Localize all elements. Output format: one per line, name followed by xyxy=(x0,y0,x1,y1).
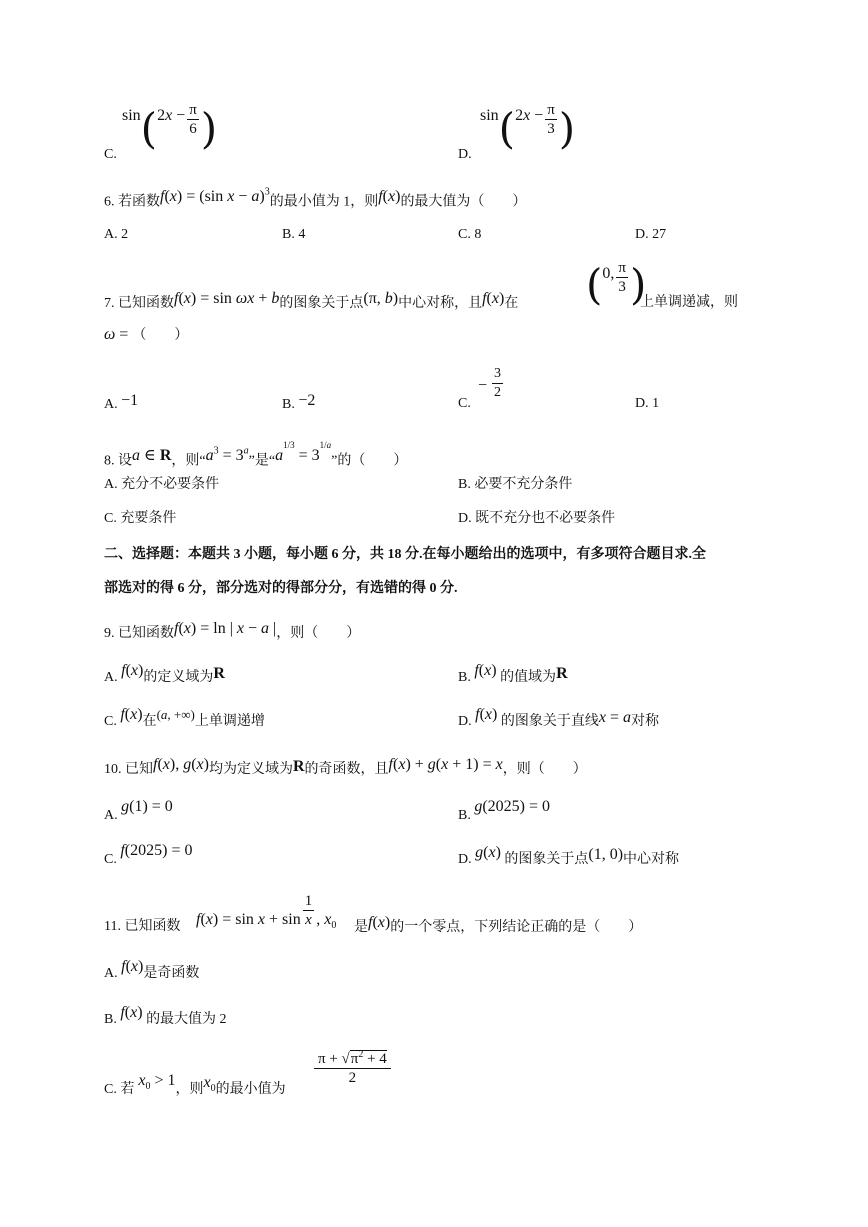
section2-heading-line2: 部选对的得 6 分，部分选对的得部分分，有选错的得 0 分. xyxy=(104,581,458,596)
q10-option-c: C. f(2025) = 0 xyxy=(104,842,193,867)
q7-option-a: A. −1 xyxy=(104,392,139,412)
q11-option-a: A. f(x)是奇函数 xyxy=(104,958,200,981)
q9-option-a: A. f(x)的定义域为R xyxy=(104,662,225,685)
q7-option-d: D. 1 xyxy=(635,396,660,411)
q11-option-c-value: $\frac{\pi + √\pi^2 + 4}{2}$ xyxy=(312,1046,393,1087)
q9-option-b: B. f(x) 的值域为R xyxy=(458,662,568,685)
q5-option-d-label: D. xyxy=(458,147,472,162)
q10-stem: 10. 已知f(x), g(x)均为定义域为R的奇函数，且f(x) + g(x + 1) = x，则（ ） xyxy=(104,756,587,777)
q6-option-d: D. 27 xyxy=(635,227,667,242)
q8-option-c: C. 充要条件 xyxy=(104,511,177,526)
q10-option-a: A. g(1) = 0 xyxy=(104,798,173,823)
q11-stem: 11. 已知函数 xyxy=(104,919,181,934)
q6-option-c: C. 8 xyxy=(458,227,482,242)
q11-option-b: B. f(x) 的最大值为 2 xyxy=(104,1004,227,1027)
q10-option-b: B. g(2025) = 0 xyxy=(458,798,551,823)
q7-stem-tail: 上单调递减，则 xyxy=(640,295,738,310)
q6-option-b: B. 4 xyxy=(282,227,306,242)
q7-interval: (0, $\frac{\pi}{3}$ ) xyxy=(586,259,647,309)
q9-stem: 9. 已知函数f(x) = ln | x − a |，则（ ） xyxy=(104,620,361,641)
q5-option-d: sin(2x − $\frac{\pi}{3}$ ) D. xyxy=(458,101,576,162)
q6-stem: 6. 若函数f(x) = (sin x − a)$^3$的最小值为 1，则f(x)的最大值为（ ） xyxy=(104,187,527,210)
q7-option-b: B. −2 xyxy=(282,392,316,412)
q11-option-c: C. 若 $x_0 > 1$，则$x_0$的最小值为 xyxy=(104,1072,286,1097)
q9-option-c: C. f(x)在(a, +∞)上单调递增 xyxy=(104,706,265,729)
q9-option-d: D. f(x) 的图象关于直线x = a对称 xyxy=(458,706,659,729)
q8-option-b: B. 必要不充分条件 xyxy=(458,477,573,492)
q5-option-c-label: C. xyxy=(104,147,117,162)
q11-formula: f(x) = sin x + sin $\frac{1}{x}$ , $x_0$ xyxy=(196,893,337,931)
q7-stem: 7. 已知函数f(x) = sin ωx + b的图象关于点(π, b)中心对称，且f(x)在 xyxy=(104,290,519,311)
q8-option-d: D. 既不充分也不必要条件 xyxy=(458,511,616,526)
q8-stem: 8. 设a ∈ R，则“$a^3 = 3^a$”是“$a^{1/3} = 3^{1/a}$”的（ ） xyxy=(104,440,408,469)
section2-heading-line1: 二、选择题：本题共 3 小题，每小题 6 分，共 18 分.在每小题给出的选项中，有多项符合题目求.全 xyxy=(104,547,706,562)
q11-stem-tail: 是f(x)的一个零点，下列结论正确的是（ ） xyxy=(354,914,643,935)
q5-option-c: sin(2x − $\frac{\pi}{6}$ ) C. xyxy=(104,101,218,162)
q8-option-a: A. 充分不必要条件 xyxy=(104,477,220,492)
q6-option-a: A. 2 xyxy=(104,227,129,242)
q7-stem-line2: ω = （ ） xyxy=(104,326,189,343)
q10-option-d: D. g(x) 的图象关于点(1, 0)中心对称 xyxy=(458,844,680,867)
exam-page: sin(2x − $\frac{\pi}{6}$ ) C. sin(2x − $\frac{\pi}{3}$ ) D. 6. 若函数f(x) = (sin x − a)$^3$的最小值为 1，则f(x)的最大值为（ ） A. 2 B. 4 C. 8 D. 27 7. 已知函数f(x) = sin ωx + b的图象关于点(π, b)中心对称，且f(x)在 (0, $\frac{\pi}{3}$ ) 上单调递减，则 ω = （ ） A. −1 B. −2 − $\frac{3}{2}$ C. D. 1 8. 设a ∈ R，则“$a^3 = 3^a$”是“$a^{1/3} = 3^{1/a}$”的（ ） A. 充分不必要条件 B. 必要不充分条件 C. 充要条件 D. 既不充分也不必要条件 二、选择题：本题共 3 小题，每小题 6 分，共 18 分.在每小题给出的选项中，有多项符合题目求.全 部选对的得 6 分，部分选对的得部分分，有选错的得 0 分. 9. 已知函数f(x) = ln | x − a |，则（ ） A. f(x)的定义域为R B. f(x) 的值域为R C. f(x)在(a, +∞)上单调递增 D. f(x) 的图象关于直线x = a对称 10. 已知f(x), g(x)均为定义域为R的奇函数，且f(x) + g(x + 1) = x，则（ ） A. g(1) = 0 B. g(2025) = 0 C. f(2025) = 0 D. g(x) 的图象关于点(1, 0)中心对称 11. 已知函数 f(x) = sin x + sin $\frac{1}{x}$ , $x_0$ 是f(x)的一个零点，下列结论正确的是（ ） A. f(x)是奇函数 B. f(x) 的最大值为 2 C. 若 $x_0 > 1$，则$x_0$的最小值为 $\frac{\pi + √\pi^2 + 4}{2}$ xyxy=(0,0,868,1227)
